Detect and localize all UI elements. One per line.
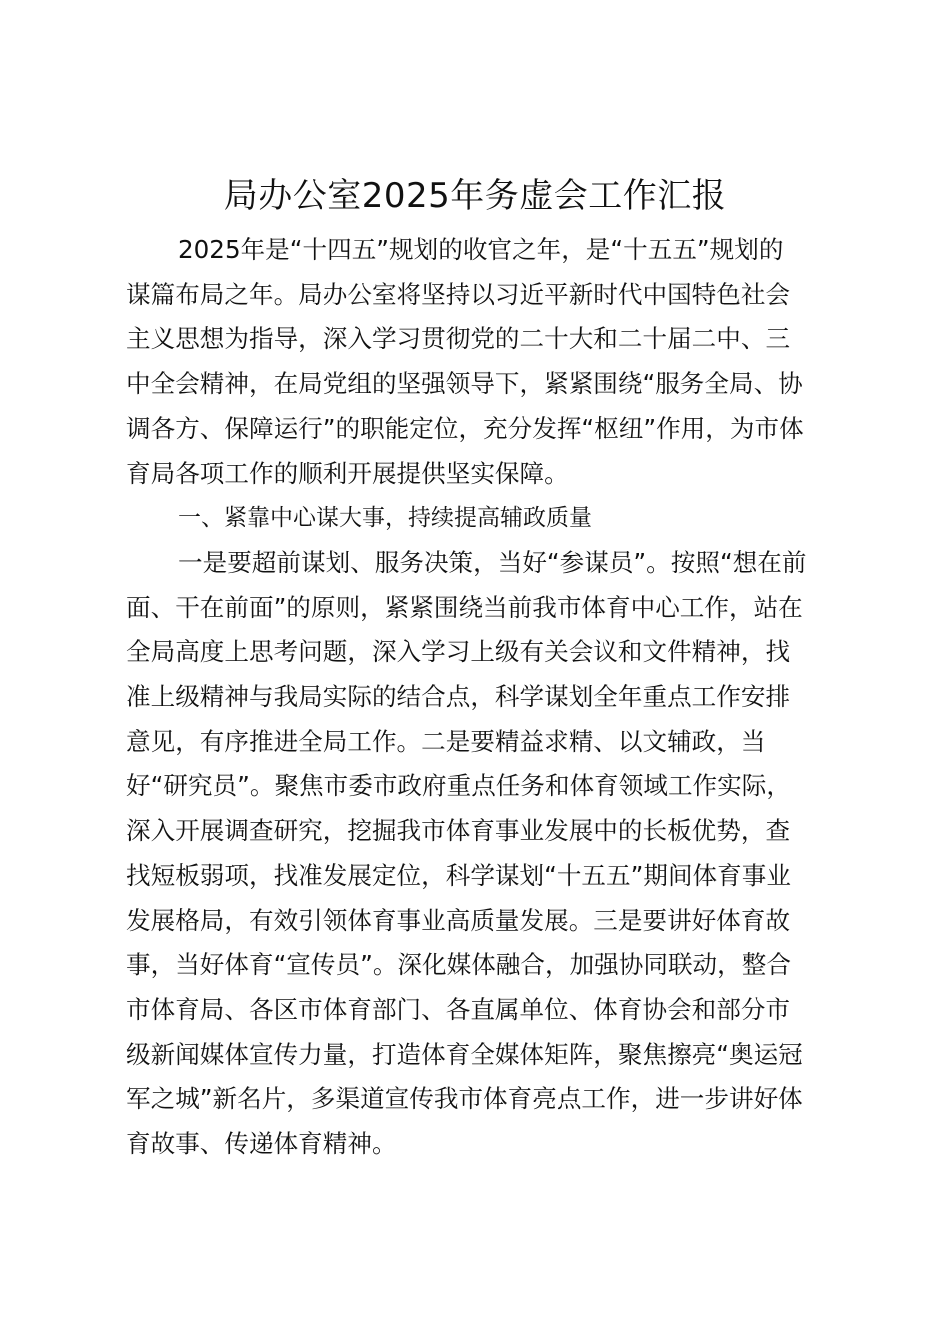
paragraph-line: 军之城”新名片，多渠道宣传我市体育亮点工作，进一步讲好体 (126, 1084, 803, 1114)
paragraph-line: 调各方、保障运行”的职能定位，充分发挥“枢纽”作用，为市体 (126, 413, 804, 443)
paragraph-line: 市体育局、各区市体育部门、各直属单位、体育协会和部分市 (126, 994, 791, 1024)
paragraph-line: 意见，有序推进全局工作。二是要精益求精、以文辅政，当 (126, 726, 766, 756)
paragraph-line: 2025年是“十四五”规划的收官之年，是“十五五”规划的 (178, 235, 784, 264)
paragraph-line: 面、干在前面”的原则，紧紧围绕当前我市体育中心工作，站在 (126, 592, 803, 622)
paragraph-line: 找短板弱项，找准发展定位，科学谋划“十五五”期间体育事业 (126, 860, 791, 890)
paragraph-line: 育局各项工作的顺利开展提供坚实保障。 (126, 458, 569, 488)
paragraph-line: 谋篇布局之年。局办公室将坚持以习近平新时代中国特色社会 (126, 279, 791, 309)
paragraph-line: 深入开展调查研究，挖掘我市体育事业发展中的长板优势，查 (126, 816, 791, 846)
paragraph-line: 准上级精神与我局实际的结合点，科学谋划全年重点工作安排 (126, 682, 791, 712)
paragraph-line: 好“研究员”。聚焦市委市政府重点任务和体育领域工作实际， (126, 771, 791, 801)
paragraph-line: 全局高度上思考问题，深入学习上级有关会议和文件精神，找 (126, 637, 791, 667)
document-body (126, 228, 836, 1167)
paragraph-line: 一是要超前谋划、服务决策，当好“参谋员”。按照“想在前 (178, 547, 807, 577)
paragraph-line: 育故事、传递体育精神。 (126, 1129, 397, 1159)
paragraph-line: 事，当好体育“宣传员”。深化媒体融合，加强协同联动，整合 (126, 950, 791, 980)
paragraph-line: 发展格局，有效引领体育事业高质量发展。三是要讲好体育故 (126, 905, 791, 935)
paragraph-line: 级新闻媒体宣传力量，打造体育全媒体矩阵，聚焦擦亮“奥运冠 (126, 1039, 803, 1069)
paragraph-line: 中全会精神，在局党组的坚强领导下，紧紧围绕“服务全局、协 (126, 369, 803, 399)
section-heading: 一、紧靠中心谋大事，持续提高辅政质量 (178, 505, 592, 532)
paragraph-line: 主义思想为指导，深入学习贯彻党的二十大和二十届二中、三 (126, 324, 791, 354)
document-title: 局办公室2025年务虚会工作汇报 (223, 176, 727, 216)
